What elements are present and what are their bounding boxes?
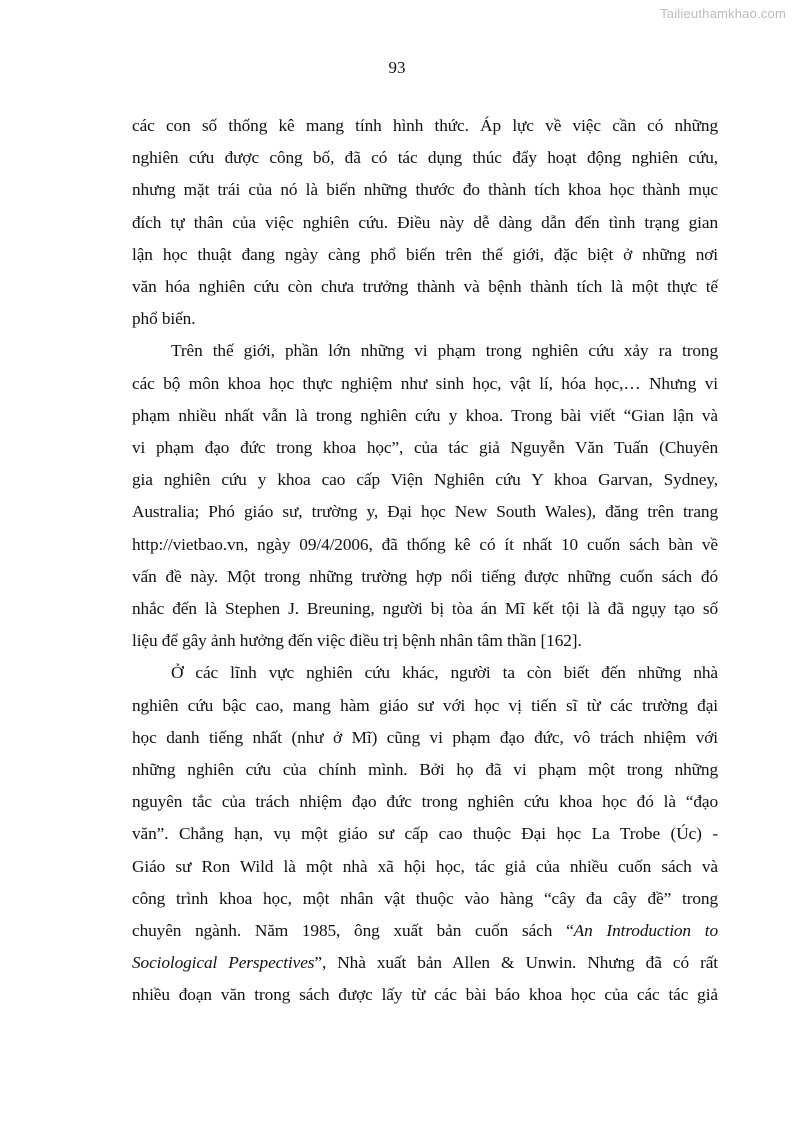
text-line: học danh tiếng nhất (như ở Mĩ) cũng vi phạm đạo đức, vô trách nhiệm với bbox=[132, 727, 718, 747]
text-line: nguyên tắc của trách nhiệm đạo đức trong nghiên cứu khoa học đó là “đạo bbox=[132, 792, 718, 812]
text-segment: chuyên ngành. Năm 1985, ông xuất bản cuốn sách “ bbox=[132, 921, 574, 941]
text-line: http://vietbao.vn, ngày 09/4/2006, đã thống kê có ít nhất 10 cuốn sách bàn về bbox=[132, 534, 718, 554]
text-line bbox=[132, 947, 718, 979]
text-line: văn”. Chẳng hạn, vụ một giáo sư cấp cao thuộc Đại học La Trobe (Úc) - bbox=[132, 824, 718, 844]
book-title-italic: Sociological Perspectives bbox=[132, 953, 315, 973]
paragraph-1 bbox=[132, 110, 718, 335]
text-line: nhưng mặt trái của nó là biến những thước đo thành tích khoa học thành mục bbox=[132, 180, 718, 200]
text-line: Ở các lĩnh vực nghiên cứu khác, người ta còn biết đến những nhà bbox=[171, 663, 718, 683]
text-line: vi phạm đạo đức trong khoa học”, của tác giả Nguyễn Văn Tuấn (Chuyên bbox=[132, 438, 718, 458]
text-line: nhắc đến là Stephen J. Breuning, người bị tòa án Mĩ kết tội là đã ngụy tạo số bbox=[132, 599, 718, 619]
text-line: vấn đề này. Một trong những trường hợp nổi tiếng được những cuốn sách đó bbox=[132, 566, 718, 586]
text-line: nghiên cứu bậc cao, mang hàm giáo sư với học vị tiến sĩ từ các trường đại bbox=[132, 695, 718, 715]
text-line: phạm nhiều nhất vẫn là trong nghiên cứu y khoa. Trong bài viết “Gian lận và bbox=[132, 405, 718, 425]
document-body bbox=[132, 110, 718, 1012]
text-line: lận học thuật đang ngày càng phổ biến trên thế giới, đặc biệt ở những nơi bbox=[132, 244, 718, 264]
text-line: những nghiên cứu của chính mình. Bởi họ đã vi phạm một trong những bbox=[132, 760, 718, 780]
book-title-italic: An Introduction to bbox=[573, 921, 718, 941]
text-line: nhiều đoạn văn trong sách được lấy từ các bài báo khoa học của các tác giả bbox=[132, 985, 718, 1005]
watermark: Tailieuthamkhao.com bbox=[660, 6, 786, 21]
text-line: Giáo sư Ron Wild là một nhà xã hội học, tác giả của nhiều cuốn sách và bbox=[132, 856, 718, 876]
text-line: các con số thống kê mang tính hình thức. Áp lực về việc cần có những bbox=[132, 116, 718, 135]
text-line: Trên thế giới, phần lớn những vi phạm trong nghiên cứu xảy ra trong bbox=[171, 341, 718, 361]
text-line: liệu để gây ảnh hưởng đến việc điều trị bệnh nhân tâm thần [162]. bbox=[132, 631, 582, 651]
text-line bbox=[132, 915, 718, 947]
text-line: phổ biến. bbox=[132, 309, 196, 329]
text-line: văn hóa nghiên cứu còn chưa trưởng thành và bệnh thành tích là một thực tế bbox=[132, 277, 718, 297]
paragraph-3 bbox=[132, 657, 718, 1011]
text-line: các bộ môn khoa học thực nghiệm như sinh học, vật lí, hóa học,… Nhưng vi bbox=[132, 373, 718, 393]
text-segment: ”, Nhà xuất bản Allen & Unwin. Nhưng đã có rất bbox=[314, 953, 718, 973]
text-line: gia nghiên cứu y khoa cao cấp Viện Nghiên cứu Y khoa Garvan, Sydney, bbox=[132, 470, 718, 490]
text-line: công trình khoa học, một nhân vật thuộc vào hàng “cây đa cây đề” trong bbox=[132, 888, 718, 908]
text-line: Australia; Phó giáo sư, trường y, Đại học New South Wales), đăng trên trang bbox=[132, 502, 718, 522]
paragraph-2 bbox=[132, 335, 718, 657]
text-line: nghiên cứu được công bố, đã có tác dụng thúc đẩy hoạt động nghiên cứu, bbox=[132, 148, 718, 168]
text-line: đích tự thân của việc nghiên cứu. Điều này dễ dàng dẫn đến tình trạng gian bbox=[132, 212, 718, 232]
page-number: 93 bbox=[388, 58, 406, 77]
